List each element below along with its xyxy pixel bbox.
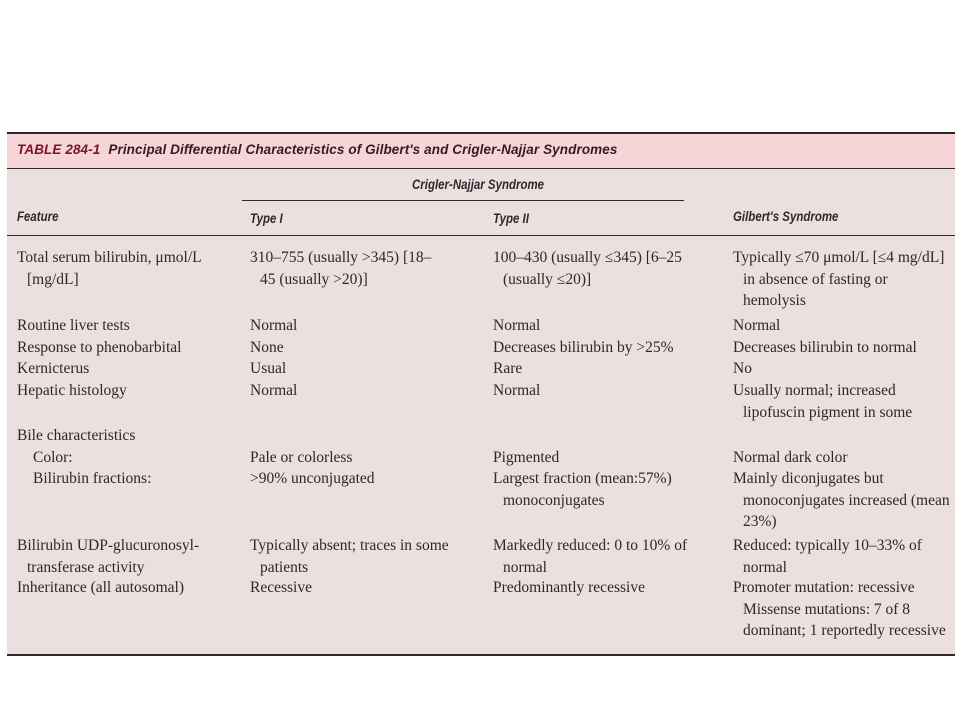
table-cell-gilbert: Typically ≤70 μmol/L [≤4 mg/dL] in absence of fasting or hemolysis	[733, 249, 945, 309]
table-cell-type2: Largest fraction (mean:57%) monoconjugates	[493, 470, 672, 509]
table-cell-gilbert: Reduced: typically 10–33% of normal	[733, 537, 922, 576]
table-cell-type1: Usual	[250, 360, 287, 377]
table-cell-type1: Normal	[250, 382, 298, 399]
table-cell-feature: Bile characteristics	[17, 427, 136, 444]
column-header-type-1: Type I	[250, 210, 283, 226]
table-cell-type1: None	[250, 339, 284, 356]
table-cell-type1: Pale or colorless	[250, 449, 353, 466]
table-cell-type1: Typically absent; traces in some patients	[250, 537, 449, 576]
table-cell-type1: Normal	[250, 317, 298, 334]
column-header-feature: Feature	[17, 208, 59, 224]
table-cell-gilbert: Mainly diconjugates but monoconjugates increased (mean 23%)	[733, 470, 950, 530]
table-cell-feature: Routine liver tests	[17, 317, 130, 334]
table-cell-type2: 100–430 (usually ≤345) [6–25 (usually ≤20)]	[493, 249, 682, 288]
table-cell-feature: Bilirubin UDP-glucuronosyl-transferase activity	[17, 537, 200, 576]
header-bottom-rule	[7, 235, 955, 236]
table-cell-gilbert: Normal	[733, 317, 781, 334]
table-cell-feature: Kernicterus	[17, 360, 90, 377]
column-header-gilbert: Gilbert's Syndrome	[733, 208, 839, 224]
table-cell-feature: Color:	[33, 449, 73, 466]
table-cell-feature: Inheritance (all autosomal)	[17, 579, 184, 596]
table-cell-type2: Decreases bilirubin by >25%	[493, 339, 674, 356]
table-title-bar	[7, 134, 955, 169]
table-cell-gilbert: Normal dark color	[733, 449, 848, 466]
table-cell-gilbert: Promoter mutation: recessive Missense mutations: 7 of 8 dominant; 1 reportedly recessive	[733, 579, 946, 639]
table-cell-type2: Pigmented	[493, 449, 560, 466]
table-cell-feature: Hepatic histology	[17, 382, 127, 399]
table-cell-feature: Bilirubin fractions:	[33, 470, 152, 487]
table-number: TABLE 284-1	[17, 142, 101, 157]
table-cell-gilbert: Usually normal; increased lipofuscin pigment in some	[733, 382, 913, 421]
table-cell-type1: 310–755 (usually >345) [18–45 (usually >20)]	[250, 249, 432, 288]
table-cell-feature: Total serum bilirubin, μmol/L [mg/dL]	[17, 249, 202, 288]
table-cell-type2: Rare	[493, 360, 523, 377]
table-cell-type2: Predominantly recessive	[493, 579, 645, 596]
group-header-rule	[242, 200, 684, 201]
table-description: Principal Differential Characteristics of Gilbert's and Crigler-Najjar Syndromes	[108, 142, 618, 157]
table-cell-feature: Response to phenobarbital	[17, 339, 182, 356]
differential-table	[7, 132, 955, 656]
table-cell-gilbert: No	[733, 360, 752, 377]
table-cell-type2: Markedly reduced: 0 to 10% of normal	[493, 537, 688, 576]
table-cell-type1: Recessive	[250, 579, 312, 596]
column-header-type-2: Type II	[493, 210, 529, 226]
table-cell-type1: >90% unconjugated	[250, 470, 375, 487]
table-cell-gilbert: Decreases bilirubin to normal	[733, 339, 917, 356]
table-title	[17, 142, 618, 157]
table-cell-type2: Normal	[493, 382, 541, 399]
group-header-crigler-najjar: Crigler-Najjar Syndrome	[412, 176, 545, 192]
table-cell-type2: Normal	[493, 317, 541, 334]
